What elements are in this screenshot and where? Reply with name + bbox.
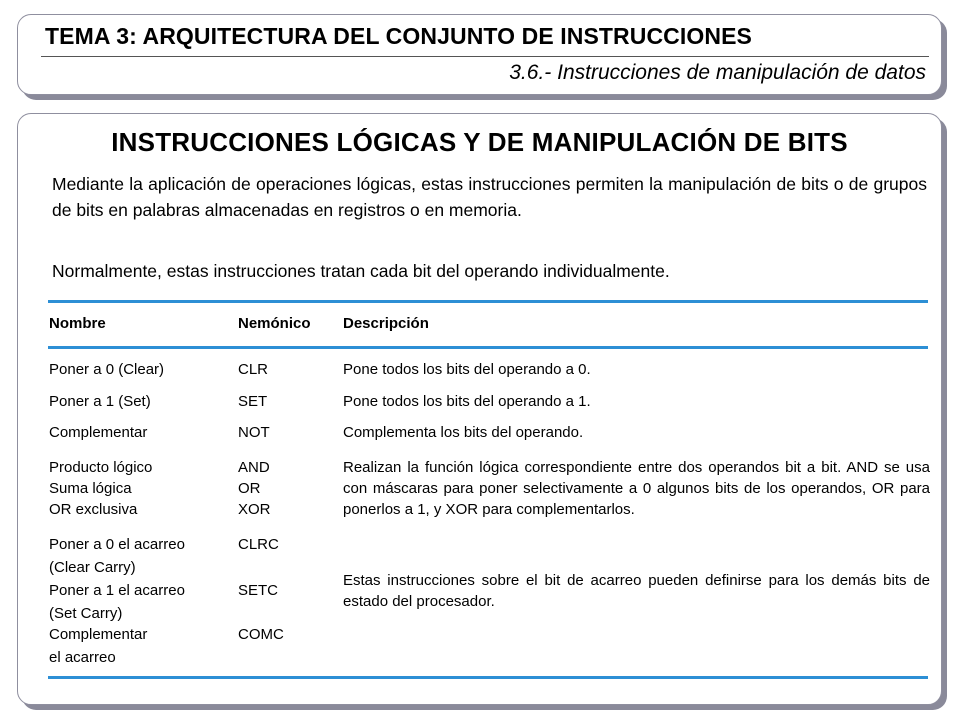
table-top-rule — [48, 300, 928, 303]
row-name: Producto lógico — [49, 459, 153, 476]
row-mnemonic: CLRC — [238, 536, 279, 553]
slide-title: INSTRUCCIONES LÓGICAS Y DE MANIPULACIÓN DE BITS — [111, 127, 848, 157]
row-name: Poner a 0 (Clear) — [49, 361, 165, 378]
intro-paragraph: Mediante la aplicación de operaciones lógicas, estas instrucciones permiten la manipulación de bits o de grupos de bits en palabras almacenadas en registros o en memoria. — [52, 174, 927, 220]
row-name: el acarreo — [49, 649, 116, 666]
row-mnemonic: AND — [238, 459, 270, 476]
row-description: Realizan la función lógica correspondiente entre dos operandos bit a bit. AND se usa con máscaras para poner selectivamente a 0 algunos bits de los operandos, OR para ponerlos a 1, y XOR para complementarlos. — [343, 459, 930, 518]
column-header-mnemonic: Nemónico — [238, 315, 311, 332]
section-title: TEMA 3: ARQUITECTURA DEL CONJUNTO DE INSTRUCCIONES — [45, 23, 752, 49]
row-description: Pone todos los bits del operando a 0. — [343, 361, 591, 378]
row-name: Poner a 0 el acarreo — [49, 536, 185, 553]
row-name: OR exclusiva — [49, 501, 138, 518]
column-header-description: Descripción — [343, 315, 429, 332]
section-subtitle: 3.6.- Instrucciones de manipulación de datos — [509, 61, 926, 84]
row-mnemonic: OR — [238, 480, 261, 497]
row-name: (Set Carry) — [49, 605, 123, 622]
row-name: (Clear Carry) — [49, 559, 136, 576]
row-mnemonic: NOT — [238, 424, 270, 441]
header-divider — [41, 56, 929, 57]
row-mnemonic: XOR — [238, 501, 271, 518]
row-mnemonic: SET — [238, 393, 268, 410]
row-name: Complementar — [49, 424, 148, 441]
row-mnemonic: COMC — [238, 626, 284, 643]
row-name: Complementar — [49, 626, 148, 643]
table-header-rule — [48, 346, 928, 349]
header-panel — [17, 14, 942, 95]
row-description: Pone todos los bits del operando a 1. — [343, 393, 591, 410]
row-mnemonic: SETC — [238, 582, 279, 599]
table-bottom-rule — [48, 676, 928, 679]
column-header-name: Nombre — [49, 315, 106, 332]
row-description: Estas instrucciones sobre el bit de acarreo pueden definirse para los demás bits de estado del procesador. — [343, 572, 930, 610]
row-name: Suma lógica — [49, 480, 132, 497]
row-description: Complementa los bits del operando. — [343, 424, 584, 441]
row-name: Poner a 1 (Set) — [49, 393, 151, 410]
row-name: Poner a 1 el acarreo — [49, 582, 185, 599]
intro-paragraph-2: Normalmente, estas instrucciones tratan cada bit del operando individualmente. — [52, 261, 670, 281]
content-panel — [17, 113, 942, 705]
row-mnemonic: CLR — [238, 361, 269, 378]
